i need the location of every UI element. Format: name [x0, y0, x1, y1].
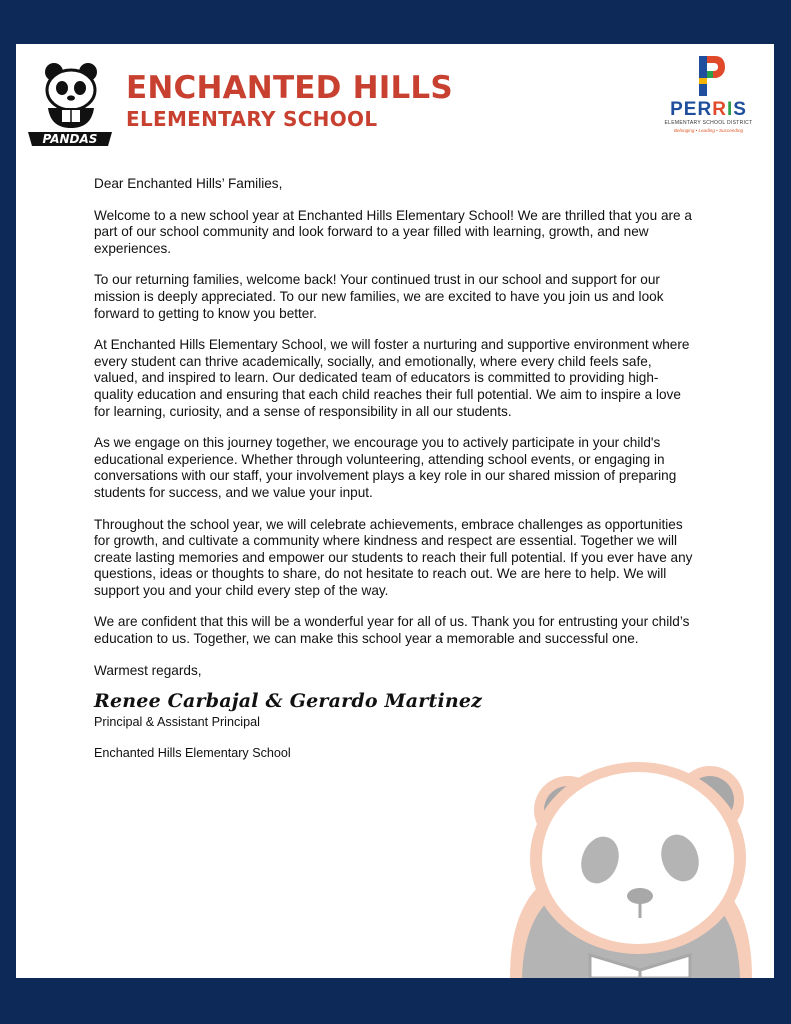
- district-subtitle: ELEMENTARY SCHOOL DISTRICT: [664, 120, 753, 126]
- signer-titles: Principal & Assistant Principal: [94, 714, 260, 729]
- district-letter: S: [733, 99, 747, 120]
- district-p-mark-icon: [689, 54, 729, 98]
- letter-page: [16, 44, 774, 978]
- greeting: Dear Enchanted Hills’ Families,: [94, 176, 283, 191]
- school-subtitle: ELEMENTARY SCHOOL: [126, 107, 378, 131]
- district-tagline: Belonging • Leading • Succeeding: [673, 128, 744, 133]
- school-name: ENCHANTED HILLS: [126, 70, 453, 106]
- paragraph: To our returning families, welcome back! Your continued trust in our school and support for our mission is deeply appreciated. To our new families, we are excited to have you join us and look forward to getting to know you better.: [94, 272, 664, 321]
- school-title-block: [126, 70, 453, 132]
- signer-school: Enchanted Hills Elementary School: [94, 745, 291, 760]
- district-letter: R: [697, 99, 713, 120]
- district-letter: P: [670, 99, 684, 120]
- district-letter: I: [726, 99, 734, 120]
- paragraph: Throughout the school year, we will celebrate achievements, embrace challenges as opportunities for growth, and cultivate a community where kindness and respect are essential. Together we will create lasting memories and empower our students to reach their full potential. If you ever have any questions, ideas or thoughts to share, do not hesitate to reach out. We are here to help. We will support you and your child every step of the way.: [94, 516, 693, 598]
- paragraph: We are confident that this will be a wonderful year for all of us. Thank you for entrusting your child’s education to us. Together, we can make this school year a memorable and successful one.: [94, 614, 690, 647]
- paragraph: At Enchanted Hills Elementary School, we will foster a nurturing and supportive environment where every student can thrive academically, socially, and emotionally, where every child feels safe, valued, and inspired to learn. Our dedicated team of educators is committed to providing high-quality education and ensuring that each child reaches their full potential. We aim to inspire a love for learning, curiosity, and a sense of responsibility in all our students.: [94, 337, 690, 419]
- panda-logo-icon: [24, 56, 116, 148]
- district-logo: [656, 54, 761, 134]
- mascot-banner: PANDAS: [42, 132, 98, 146]
- district-letter: R: [712, 99, 727, 120]
- paragraph: As we engage on this journey together, we encourage you to actively participate in your child's educational experience. Whether through volunteering, attending school events, or engaging in conversations with our staff, your involvement plays a key role in our shared mission of preparing students for success, and we value your input.: [94, 435, 677, 500]
- closing: Warmest regards,: [94, 662, 202, 678]
- letter-body: [94, 176, 694, 776]
- district-letter: E: [683, 99, 698, 120]
- district-name: [656, 100, 761, 120]
- paragraph: Welcome to a new school year at Enchanted Hills Elementary School! We are thrilled that you are a part of our school community and look forward to a year filled with learning, growth, and new experiences.: [94, 207, 692, 256]
- signature: Renee Carbajal & Gerardo Martinez: [94, 690, 483, 713]
